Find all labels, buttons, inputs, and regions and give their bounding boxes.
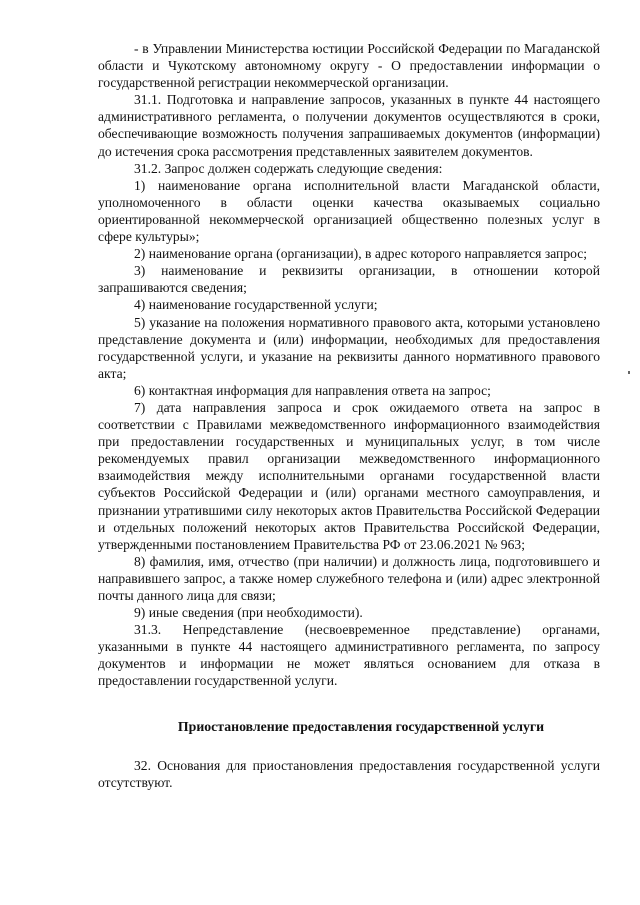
paragraph-32: 32. Основания для приостановления предоставления государственной услуги отсутствуют.: [98, 757, 600, 790]
document-page: [98, 40, 600, 791]
paragraph-ministry-justice: - в Управлении Министерства юстиции Российской Федерации по Магаданской области и Чукотскому автономному округу - О предоставлении информации о государственной регистрации некоммерческой организации.: [98, 41, 600, 91]
list-item-3: 3) наименование и реквизиты организации, в отношении которой запрашиваются сведения;: [98, 263, 600, 296]
scan-mark: [628, 371, 630, 374]
paragraph-31-3: 31.3. Непредставление (несвоевременное представление) органами, указанными в пункте 44 настоящего административного регламента, по запросу документов и информации не может являться основанием для отказа в предоставлении государственной услуги.: [98, 622, 600, 689]
list-item-1: 1) наименование органа исполнительной власти Магаданской области, уполномоченного в области оценки качества оказываемых социально ориентированной некоммерческой организацией общественно полезных услуг в сфере культуры»;: [98, 177, 600, 245]
paragraph-31-1: 31.1. Подготовка и направление запросов, указанных в пункте 44 настоящего административного регламента, о получении документов осуществляются в сроки, обеспечивающие возможность получения запрашиваемых документов (информации) до истечения срока рассмотрения представленных заявителем документов.: [98, 92, 600, 159]
list-item-8: 8) фамилия, имя, отчество (при наличии) и должность лица, подготовившего и направившего запрос, а также номер служебного телефона и (или) адрес электронной почты данного лица для связи;: [98, 553, 600, 603]
section-heading: Приостановление предоставления государственной услуги: [177, 718, 545, 734]
list-item-6: 6) контактная информация для направления ответа на запрос;: [134, 382, 491, 398]
list-item-5: 5) указание на положения нормативного правового акта, которыми установлено представление документа и (или) информации, необходимых для предоставления государственной услуги, и указание на реквизиты данного нормативного правового акта;: [98, 314, 600, 381]
list-item-9: 9) иные сведения (при необходимости).: [134, 605, 363, 621]
list-item-4: 4) наименование государственной услуги;: [134, 297, 378, 313]
paragraph-31-2: 31.2. Запрос должен содержать следующие сведения:: [134, 160, 443, 176]
list-item-7: 7) дата направления запроса и срок ожидаемого ответа на запрос в соответствии с Правилами межведомственного информационного взаимодействия при предоставлении государственных и муниципальных услуг, в том числе рекомендуемых правил организации межведомственного информационного взаимодействия между исполнительными органами государственной власти субъектов Российской Федерации и (или) органами местного самоуправления, и признании утратившими силу некоторых актов Правительства Российской Федерации и отдельных положений некоторых актов Правительства Российской Федерации, утвержденными постановлением Правительства РФ от 23.06.2021 № 963;: [98, 399, 600, 552]
list-item-2: 2) наименование органа (организации), в адрес которого направляется запрос;: [134, 246, 588, 262]
